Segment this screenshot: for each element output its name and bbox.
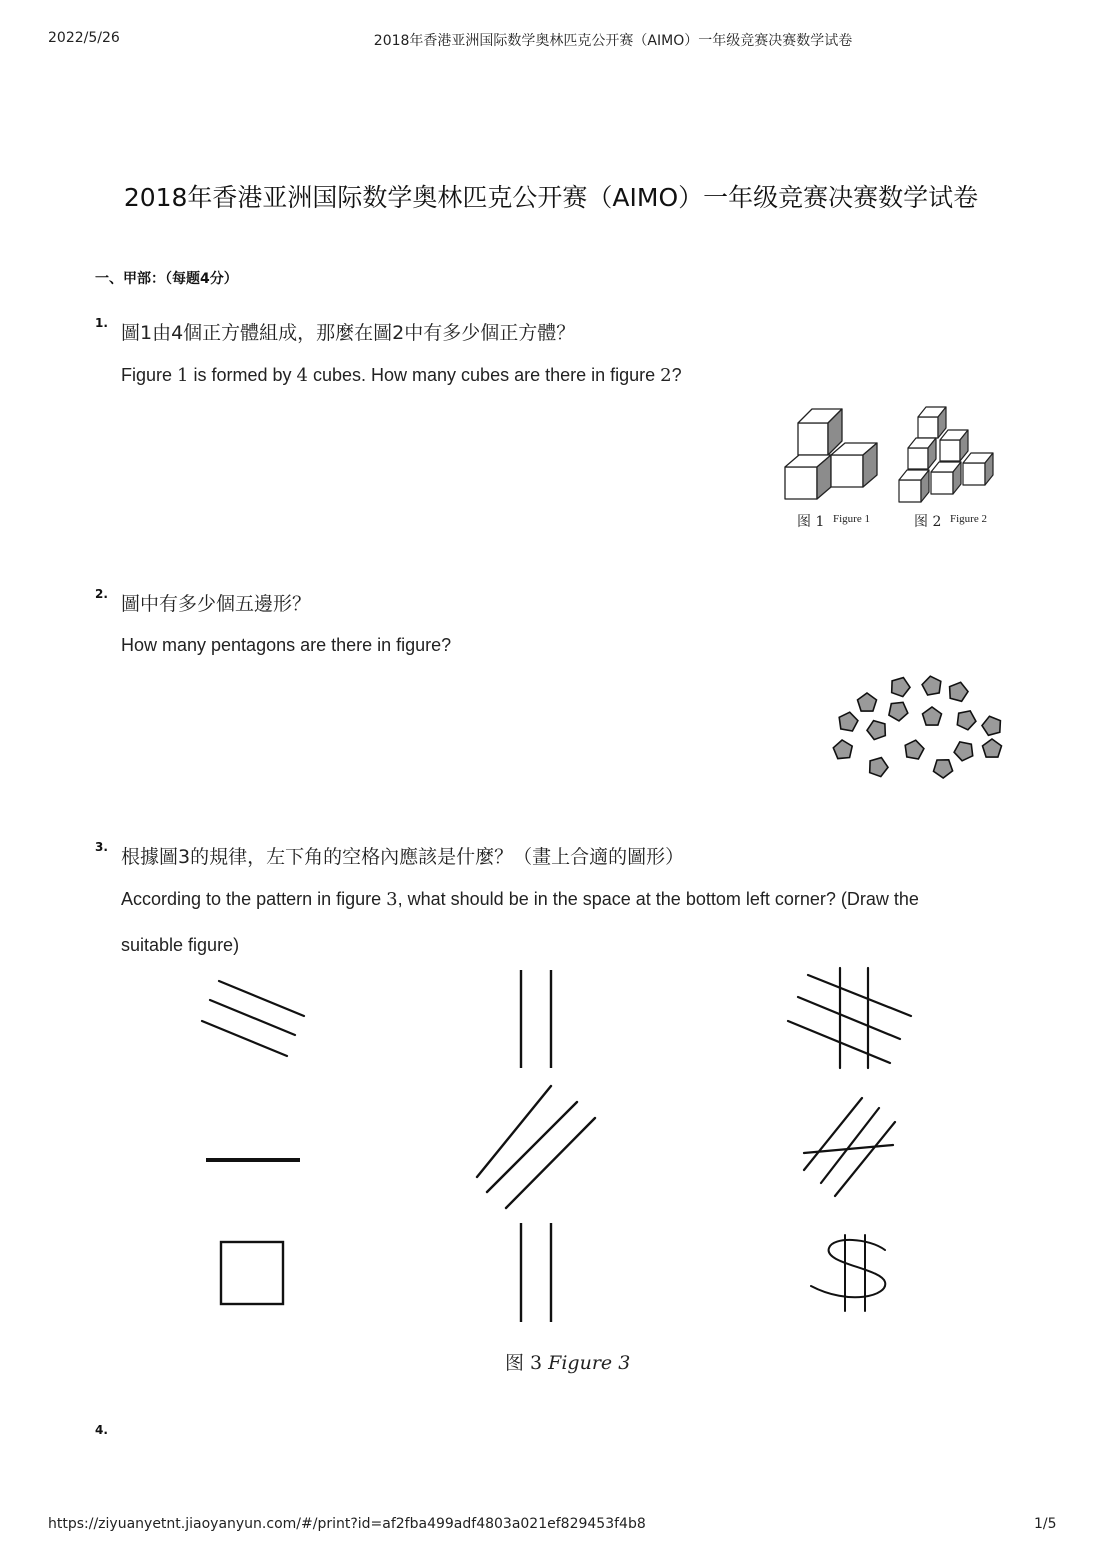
- pentagon-shape: [833, 740, 852, 759]
- figure-3-cell-r1c1: [195, 975, 315, 1055]
- print-doc-title: 2018年香港亚洲国际数学奥林匹克公开赛（AIMO）一年级竞赛决赛数学试卷: [373, 33, 853, 49]
- question-1-text-zh: 圖1由4個正方體組成，那麼在圖2中有多少個正方體？: [121, 322, 576, 344]
- figure-3-caption: 图 3 Figure 3: [505, 1352, 631, 1374]
- pentagon-shape: [858, 693, 877, 711]
- print-date: 2022/5/26: [48, 30, 120, 46]
- figure-3-cell-r3c3: [805, 1230, 895, 1315]
- pentagon-shape: [867, 721, 885, 740]
- figure-3-cell-r1c3: [780, 963, 920, 1073]
- figure-3-cell-r1c2: [505, 965, 565, 1075]
- question-2-text-en: How many pentagons are there in figure?: [121, 635, 452, 655]
- figure-2-cubes: [895, 400, 1005, 510]
- section-heading: 一、甲部：（每题4分）: [95, 271, 238, 287]
- pentagon-figure: [820, 668, 1020, 788]
- question-3-number: 3.: [95, 840, 108, 854]
- figure-2-caption-en: Figure 2: [950, 513, 987, 525]
- question-3-text-zh: 根據圖3的規律，左下角的空格內應該是什麼？（畫上合適的圖形）: [121, 846, 685, 868]
- figure-1-caption-zh: 图 1: [797, 514, 825, 530]
- pentagon-shape: [982, 716, 1000, 735]
- question-3-text-en-line2: suitable figure): [121, 935, 240, 955]
- pentagon-shape: [905, 740, 924, 759]
- figure-2-caption-zh: 图 2: [914, 514, 942, 530]
- pentagon-shape: [923, 707, 942, 725]
- question-1-number: 1.: [95, 316, 108, 330]
- question-4-number: 4.: [95, 1423, 108, 1437]
- footer-url[interactable]: https://ziyuanyetnt.jiaoyanyun.com/#/print?id=af2fba499adf4803a021ef829453f4b8: [48, 1516, 646, 1532]
- figure-3-cell-r2c2: [470, 1080, 605, 1215]
- figure-1-caption-en: Figure 1: [833, 513, 870, 525]
- question-2-number: 2.: [95, 587, 108, 601]
- pentagon-shape: [892, 678, 910, 697]
- figure-1-cubes: [780, 405, 890, 505]
- pentagon-shape: [889, 702, 908, 721]
- question-2-text-zh: 圖中有多少個五邊形？: [121, 593, 312, 615]
- pentagon-shape: [934, 760, 953, 778]
- figure-3-cell-r3c2: [505, 1218, 565, 1328]
- footer-page-number: 1/5: [1034, 1516, 1057, 1532]
- pentagon-shape: [983, 739, 1002, 757]
- figure-3-cell-r2c3: [795, 1092, 900, 1204]
- page-title: 2018年香港亚洲国际数学奥林匹克公开赛（AIMO）一年级竞赛决赛数学试卷: [123, 183, 979, 212]
- question-3-text-en-line1: According to the pattern in figure 3, what should be in the space at the bottom left corner? (Draw the: [121, 889, 919, 910]
- pentagon-shape: [954, 742, 973, 761]
- figure-3-cell-r3c1: [215, 1236, 290, 1311]
- pentagon-shape: [870, 758, 888, 777]
- pentagon-shape: [922, 676, 941, 695]
- pentagon-shape: [839, 712, 858, 731]
- figure-3-cell-r2c1: [200, 1150, 310, 1170]
- question-1-text-en: Figure 1 is formed by 4 cubes. How many cubes are there in figure 2?: [121, 365, 682, 386]
- pentagon-shape: [957, 711, 976, 730]
- pentagon-shape: [950, 682, 968, 701]
